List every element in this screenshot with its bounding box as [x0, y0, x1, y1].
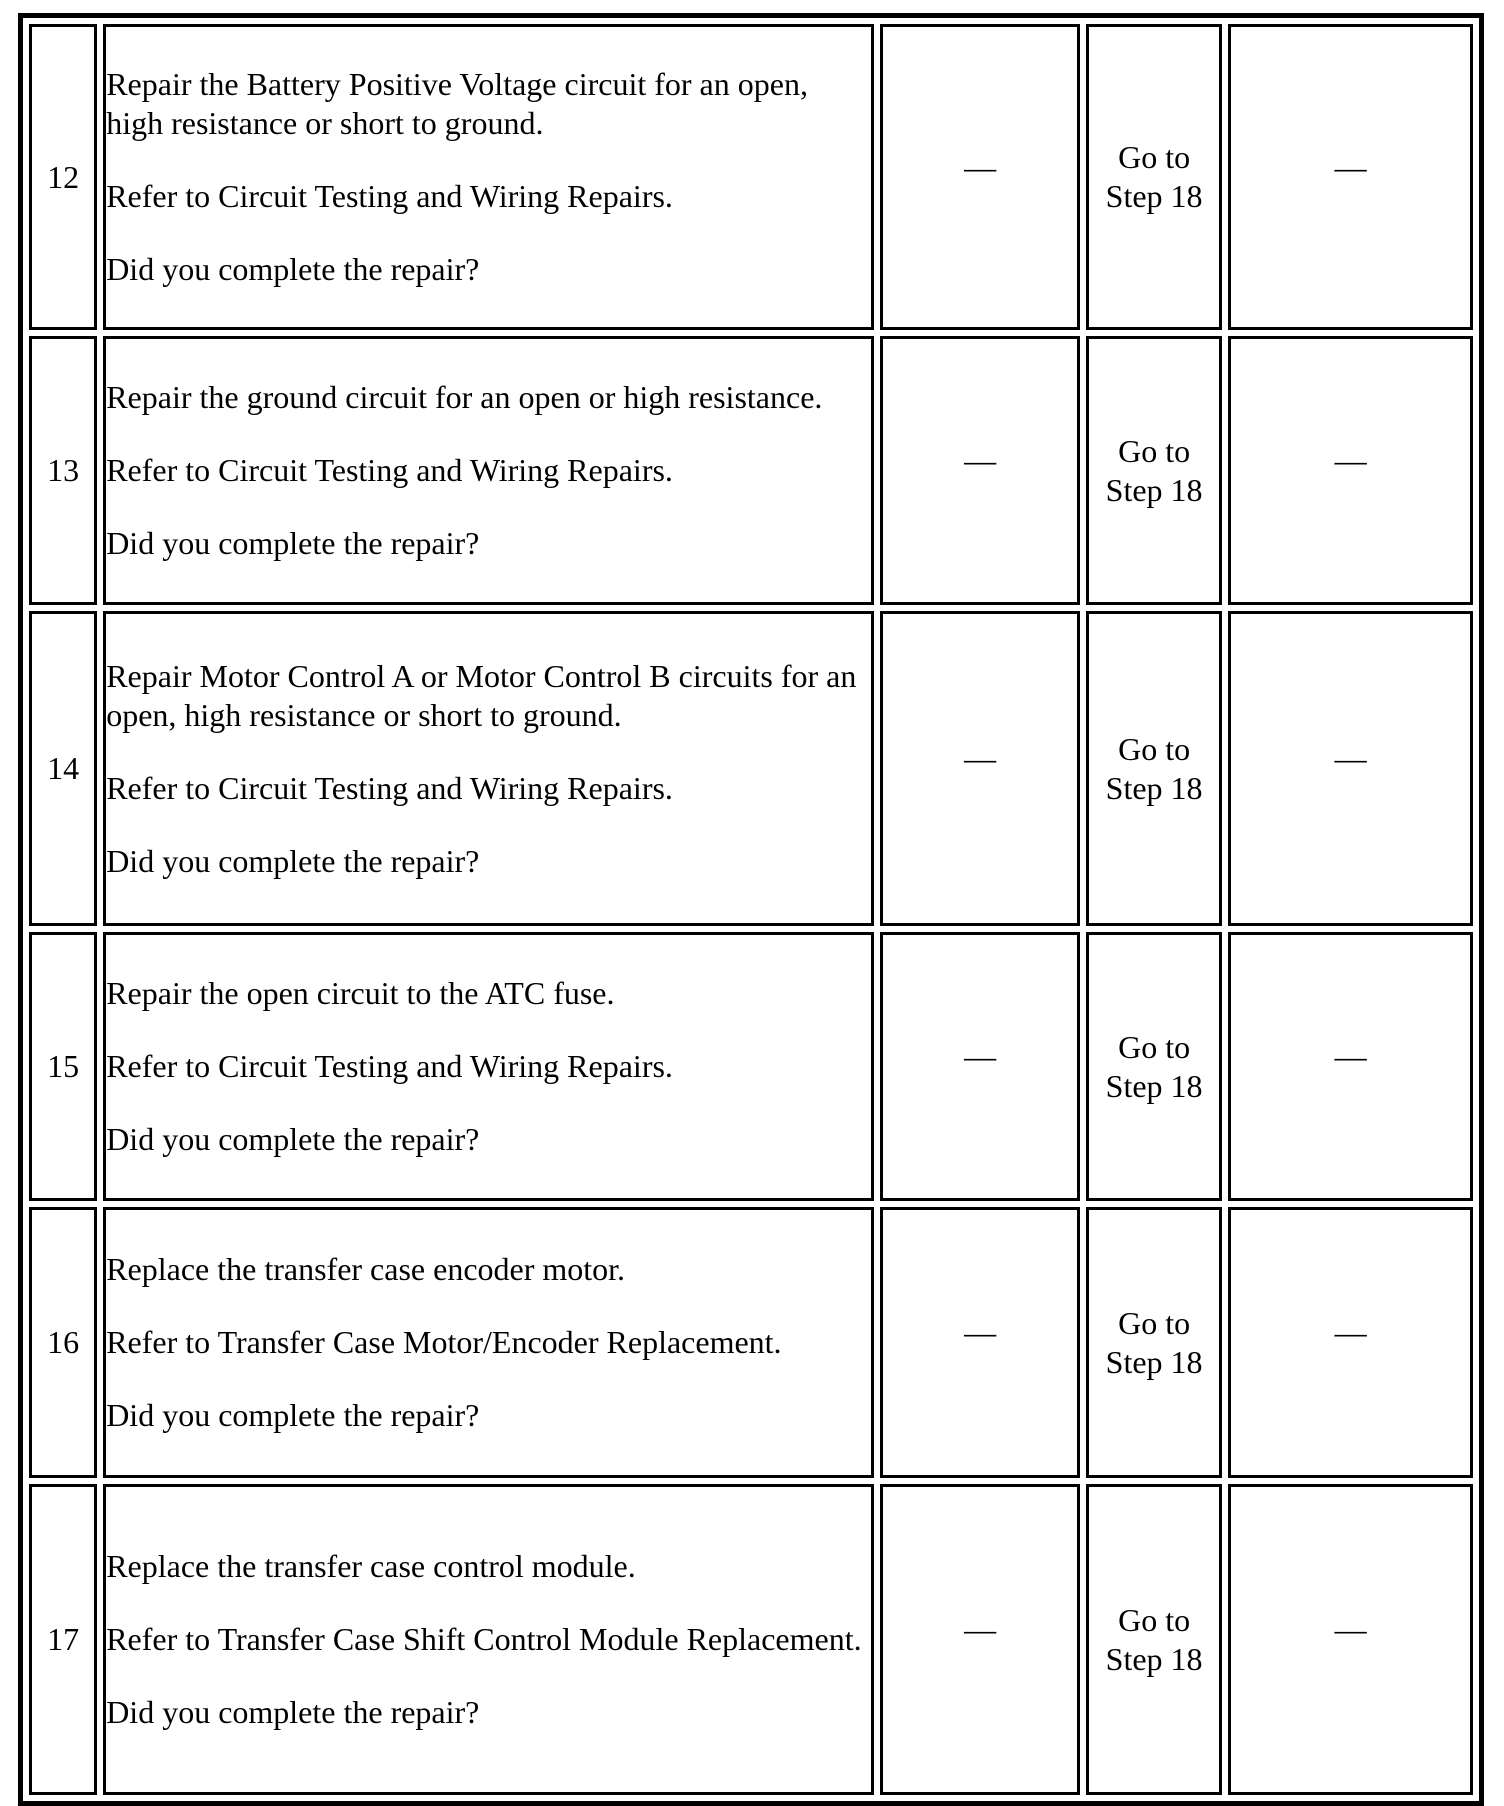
value-cell — [880, 932, 1080, 1201]
action-question: Did you complete the repair? — [106, 1121, 480, 1157]
value-text: — — [964, 1038, 997, 1074]
step-number: 16 — [29, 1207, 97, 1478]
action-text — [103, 611, 874, 926]
table-row — [29, 932, 1473, 1201]
step-number: 13 — [29, 336, 97, 605]
table-row — [29, 611, 1473, 926]
value-cell — [880, 1207, 1080, 1478]
yes-action-line2: Step 18 — [1105, 1640, 1203, 1677]
value-text: — — [964, 148, 997, 185]
action-reference: Refer to Transfer Case Shift Control Module Replacement. — [106, 1621, 862, 1657]
yes-action — [1086, 932, 1222, 1201]
yes-action — [1086, 1484, 1222, 1795]
no-action-text: — — [1334, 148, 1367, 185]
action-instruction: Repair the ground circuit for an open or high resistance. — [106, 379, 823, 415]
action-text — [103, 1484, 874, 1795]
value-text: — — [964, 1611, 997, 1647]
yes-action — [1086, 611, 1222, 926]
action-question: Did you complete the repair? — [106, 1694, 480, 1730]
table-row — [29, 1484, 1473, 1795]
diagnostic-procedure-table — [18, 13, 1484, 1806]
table-row — [29, 1207, 1473, 1478]
no-action-text: — — [1334, 1314, 1367, 1350]
value-cell — [880, 24, 1080, 330]
no-action — [1228, 611, 1473, 926]
action-reference: Refer to Circuit Testing and Wiring Repairs. — [106, 769, 673, 806]
step-number: 15 — [29, 932, 97, 1201]
yes-action — [1086, 24, 1222, 330]
value-text: — — [964, 1314, 997, 1350]
value-text: — — [964, 442, 997, 478]
table-row — [29, 336, 1473, 605]
no-action-text: — — [1334, 442, 1367, 478]
action-question: Did you complete the repair? — [106, 525, 480, 561]
action-question: Did you complete the repair? — [106, 1397, 480, 1433]
no-action-text: — — [1334, 740, 1367, 776]
action-text — [103, 932, 874, 1201]
no-action-text: — — [1334, 1611, 1367, 1647]
no-action — [1228, 24, 1473, 330]
action-instruction: Repair Motor Control A or Motor Control B circuits for an open, high resistance or short to ground. — [106, 657, 857, 733]
no-action — [1228, 932, 1473, 1201]
action-reference: Refer to Circuit Testing and Wiring Repairs. — [106, 178, 673, 214]
no-action — [1228, 336, 1473, 605]
yes-action-line1: Go to — [1118, 1304, 1191, 1341]
action-reference: Refer to Transfer Case Motor/Encoder Replacement. — [106, 1324, 782, 1360]
yes-action-line1: Go to — [1118, 1028, 1191, 1065]
value-cell — [880, 611, 1080, 926]
action-text — [103, 1207, 874, 1478]
no-action — [1228, 1484, 1473, 1795]
action-instruction: Repair the Battery Positive Voltage circuit for an open, high resistance or short to ground. — [106, 66, 808, 141]
yes-action-line2: Step 18 — [1105, 769, 1203, 806]
step-number: 17 — [29, 1484, 97, 1795]
action-question: Did you complete the repair? — [106, 251, 480, 287]
action-instruction: Replace the transfer case encoder motor. — [106, 1251, 626, 1287]
yes-action — [1086, 336, 1222, 605]
action-text — [103, 336, 874, 605]
action-reference: Refer to Circuit Testing and Wiring Repairs. — [106, 452, 673, 488]
no-action-text: — — [1334, 1038, 1367, 1074]
action-question: Did you complete the repair? — [106, 842, 480, 879]
value-cell — [880, 1484, 1080, 1795]
value-cell — [880, 336, 1080, 605]
table-row — [29, 24, 1473, 330]
action-instruction: Repair the open circuit to the ATC fuse. — [106, 975, 615, 1011]
yes-action-line2: Step 18 — [1105, 471, 1203, 508]
yes-action — [1086, 1207, 1222, 1478]
yes-action-line1: Go to — [1118, 1601, 1191, 1638]
yes-action-line2: Step 18 — [1105, 1067, 1203, 1104]
step-number: 12 — [29, 24, 97, 330]
yes-action-line2: Step 18 — [1105, 1343, 1203, 1380]
action-reference: Refer to Circuit Testing and Wiring Repairs. — [106, 1048, 673, 1084]
action-instruction: Replace the transfer case control module. — [106, 1548, 636, 1584]
yes-action-line1: Go to — [1118, 139, 1191, 175]
no-action — [1228, 1207, 1473, 1478]
action-text — [103, 24, 874, 330]
step-number: 14 — [29, 611, 97, 926]
yes-action-line1: Go to — [1118, 730, 1191, 767]
yes-action-line1: Go to — [1118, 432, 1191, 469]
value-text: — — [964, 740, 997, 776]
yes-action-line2: Step 18 — [1105, 178, 1203, 214]
